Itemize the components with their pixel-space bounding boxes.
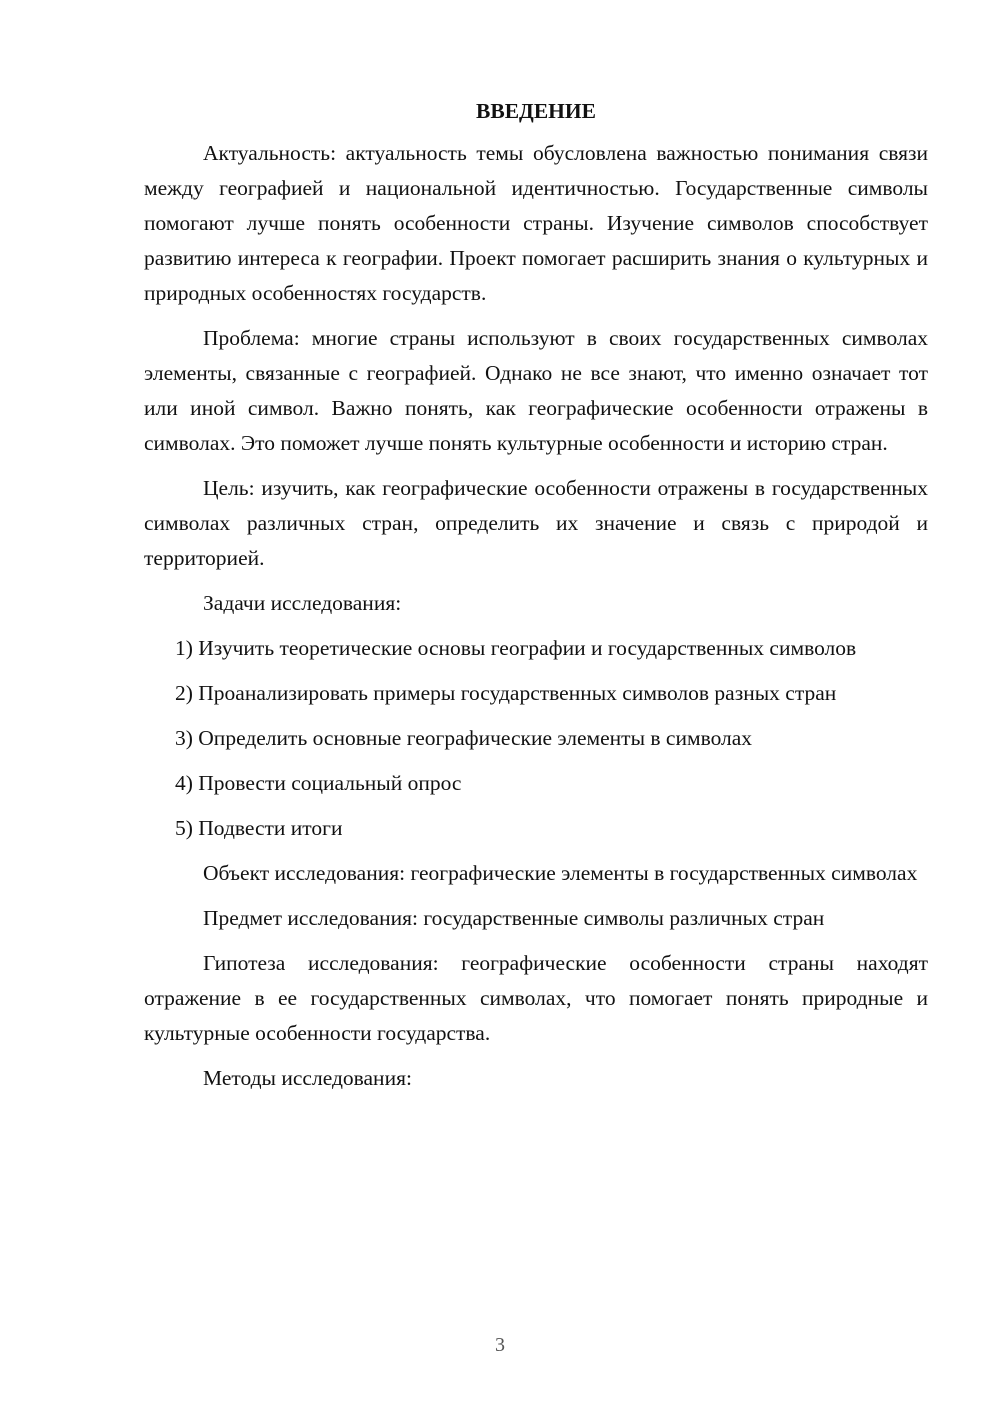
goal-paragraph: Цель: изучить, как географические особенности отражены в государственных символах различных стран, определить их значение и связь с природой и территорией. <box>144 476 928 570</box>
task-item: 4) Провести социальный опрос <box>175 771 462 795</box>
methods-heading: Методы исследования: <box>203 1066 412 1090</box>
section-title: ВВЕДЕНИЕ <box>476 99 596 123</box>
object-paragraph: Объект исследования: географические элементы в государственных символах <box>203 861 918 885</box>
task-item: 3) Определить основные географические элементы в символах <box>175 726 753 750</box>
relevance-paragraph: Актуальность: актуальность темы обусловлена важностью понимания связи между географией и национальной идентичностью. Государственные символы помогают лучше понять особенности страны. Изучение символов способствует развитию интереса к географии. Проект помогает расширить знания о культурных и природных особенностях государств. <box>144 141 928 305</box>
task-item: 5) Подвести итоги <box>175 816 343 840</box>
page-number: 3 <box>495 1334 505 1356</box>
task-item: 1) Изучить теоретические основы географии и государственных символов <box>175 636 857 660</box>
tasks-heading: Задачи исследования: <box>203 591 402 615</box>
problem-paragraph: Проблема: многие страны используют в своих государственных символах элементы, связанные с географией. Однако не все знают, что именно означает тот или иной символ. Важно понять, как географические особенности отражены в символах. Это поможет лучше понять культурные особенности и историю стран. <box>144 326 928 455</box>
hypothesis-paragraph: Гипотеза исследования: географические особенности страны находят отражение в ее государственных символах, что помогает понять природные и культурные особенности государства. <box>144 951 928 1045</box>
page-content <box>144 96 928 1106</box>
task-item: 2) Проанализировать примеры государственных символов разных стран <box>175 681 837 705</box>
subject-paragraph: Предмет исследования: государственные символы различных стран <box>203 906 825 930</box>
